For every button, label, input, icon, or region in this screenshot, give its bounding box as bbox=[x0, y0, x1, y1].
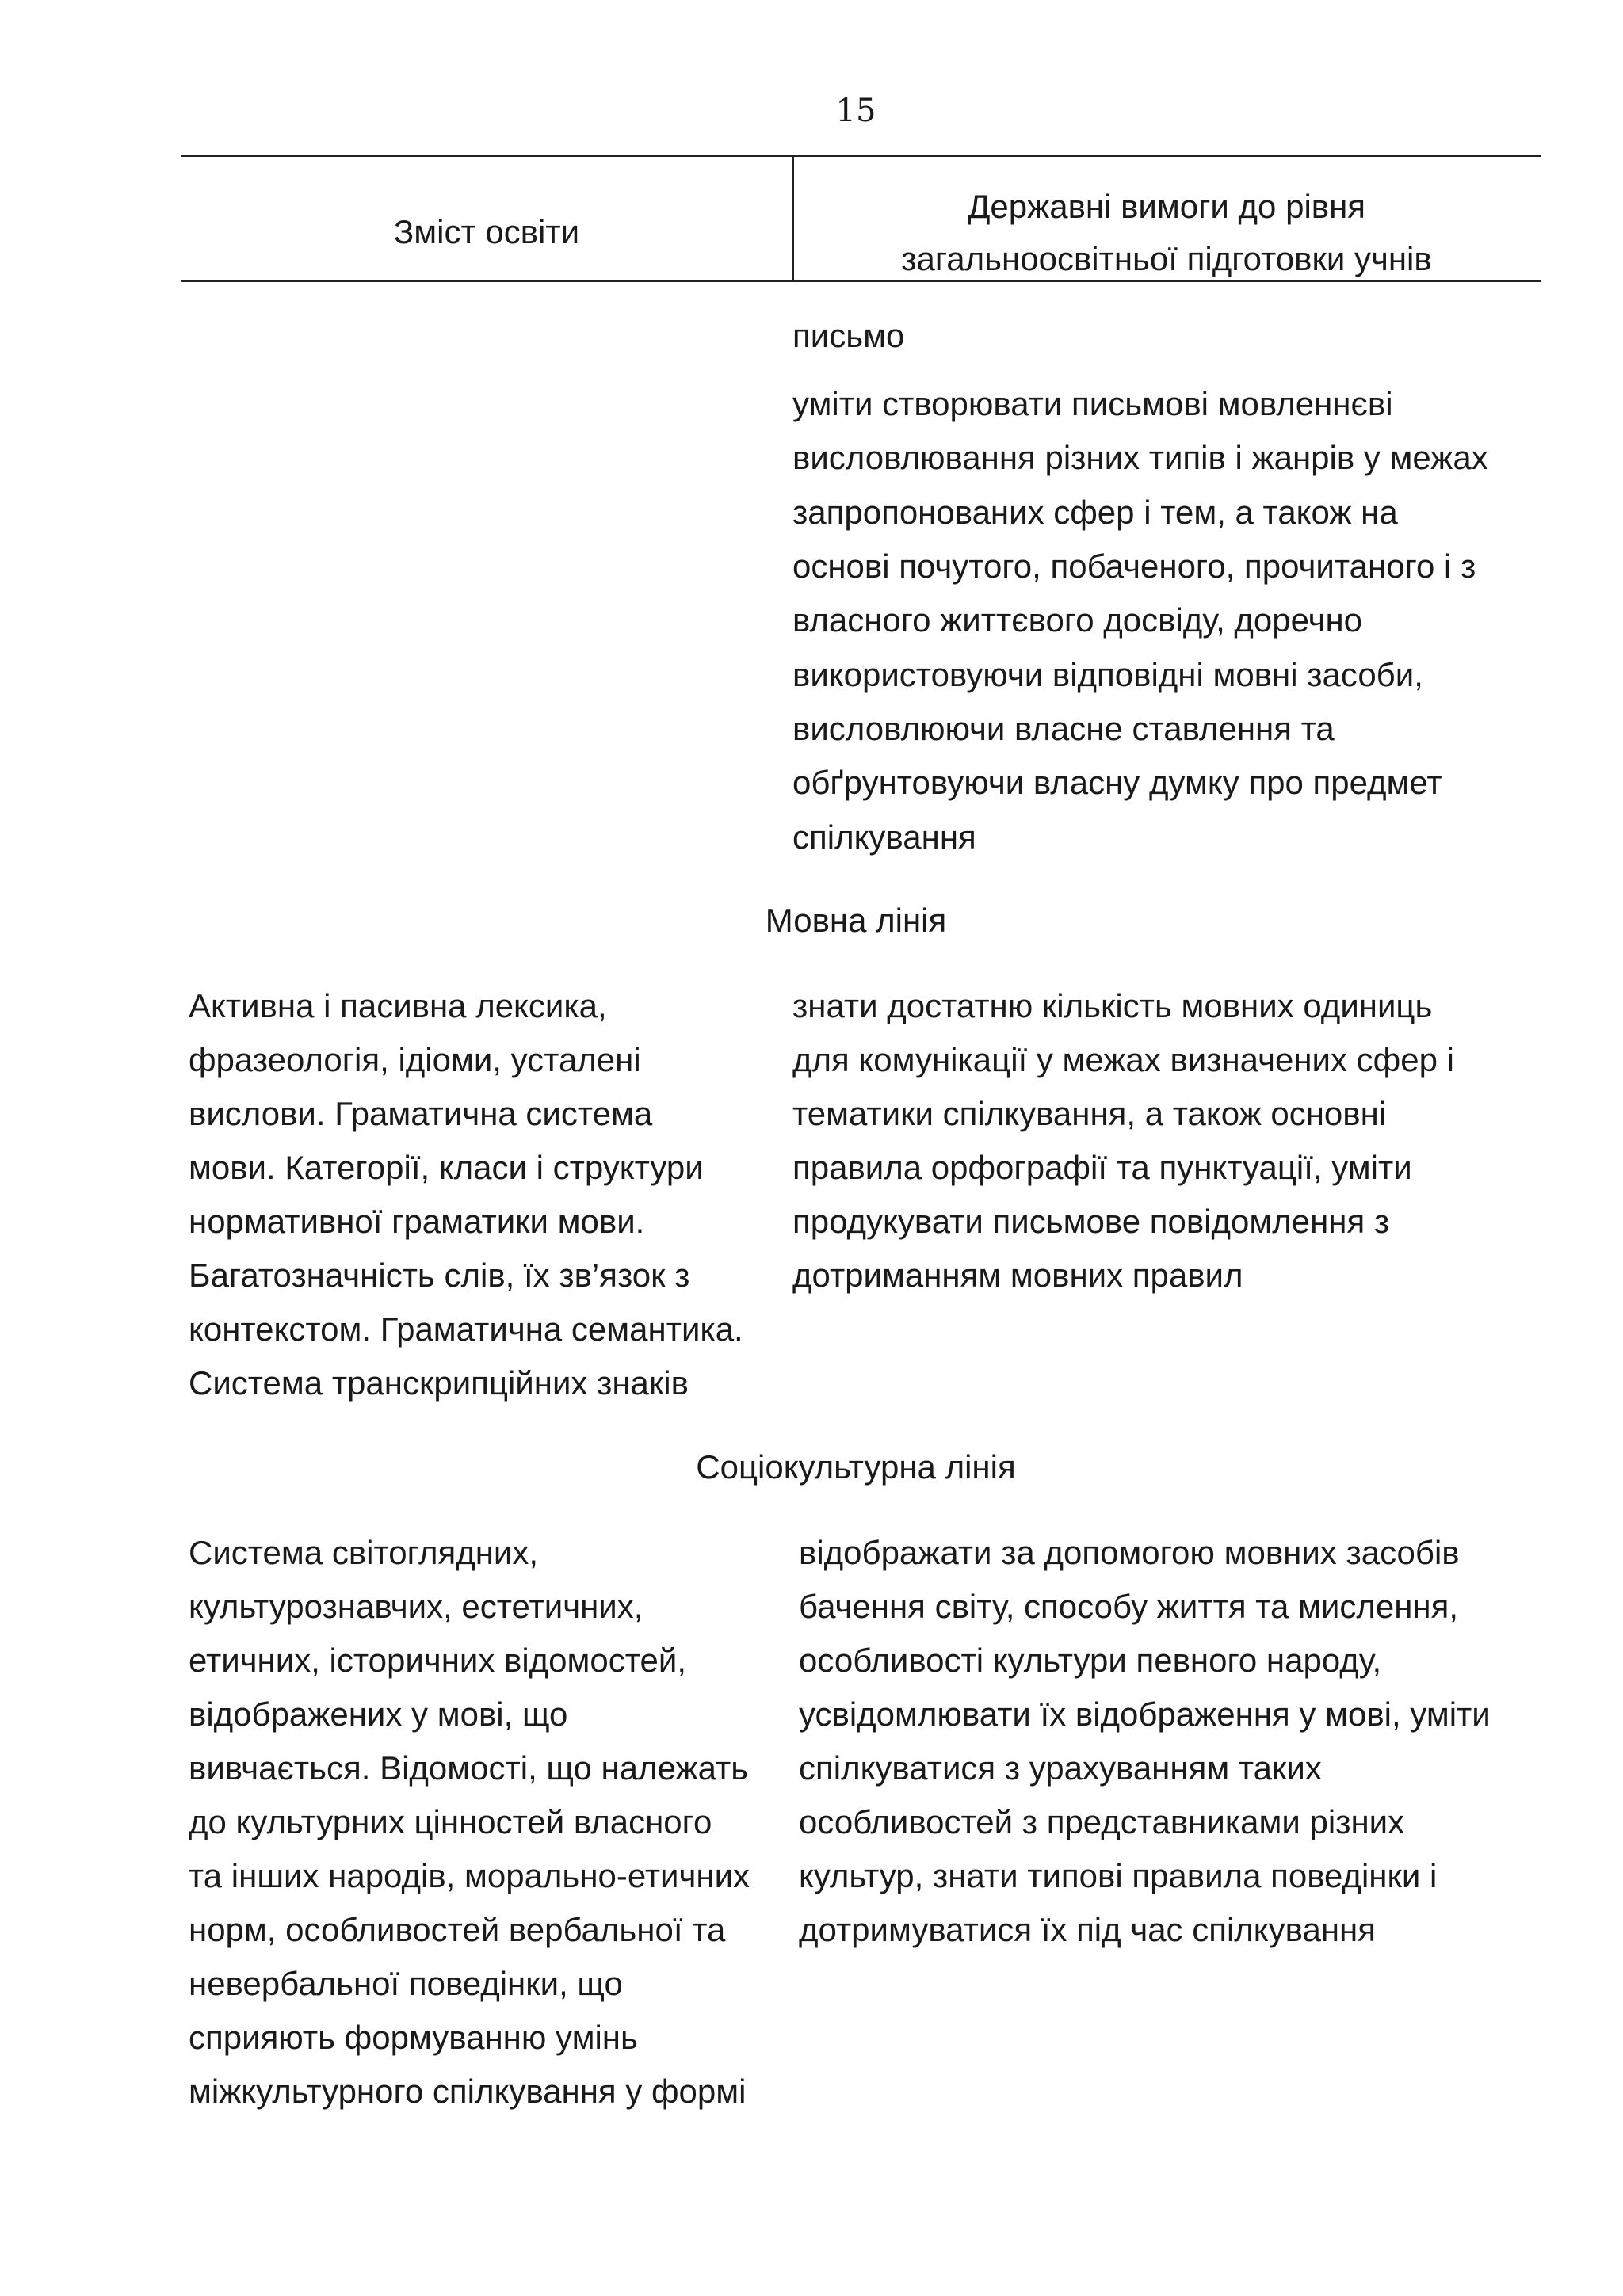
language-left-line: вислови. Граматична система bbox=[189, 1095, 653, 1132]
sociocultural-right-line: спілкуватися з урахуванням таких bbox=[799, 1749, 1322, 1787]
sociocultural-right-line: відображати за допомогою мовних засобів bbox=[799, 1534, 1460, 1571]
writing-line: основі почутого, побаченого, прочитаного і з bbox=[792, 547, 1476, 585]
language-left-line: контекстом. Граматична семантика. bbox=[189, 1310, 743, 1348]
sociocultural-right-line: особливості культури певного народу, bbox=[799, 1642, 1382, 1679]
sociocultural-right-line: дотримуватися їх під час спілкування bbox=[799, 1911, 1376, 1948]
writing-line: обґрунтовуючи власну думку про предмет bbox=[792, 764, 1442, 801]
language-left-line: Активна і пасивна лексика, bbox=[189, 987, 607, 1024]
sociocultural-left-line: до культурних цінностей власного bbox=[189, 1803, 712, 1840]
writing-line: запропонованих сфер і тем, а також на bbox=[792, 494, 1398, 531]
sociocultural-left-line: етичних, історичних відомостей, bbox=[189, 1642, 687, 1679]
writing-heading: письмо bbox=[792, 317, 905, 354]
header-content-of-education: Зміст освіти bbox=[393, 213, 580, 250]
writing-line: використовуючи відповідні мовні засоби, bbox=[792, 656, 1423, 693]
sociocultural-right-line: усвідомлювати їх відображення у мові, уміти bbox=[799, 1695, 1491, 1733]
language-right-line: знати достатню кількість мовних одиниць bbox=[792, 987, 1433, 1024]
sociocultural-right-line: бачення світу, способу життя та мислення, bbox=[799, 1588, 1459, 1625]
sociocultural-left-line: Система світоглядних, bbox=[189, 1534, 539, 1571]
sociocultural-left-line: норм, особливостей вербальної та bbox=[189, 1911, 726, 1948]
sociocultural-left-line: культурознавчих, естетичних, bbox=[189, 1588, 643, 1625]
language-left-line: Багатозначність слів, їх зв’язок з bbox=[189, 1257, 690, 1294]
sociocultural-left-line: відображених у мові, що bbox=[189, 1695, 568, 1733]
sociocultural-left-line: сприяють формуванню умінь bbox=[189, 2019, 638, 2056]
sociocultural-left-line: невербальної поведінки, що bbox=[189, 1965, 623, 2002]
page-number: 15 bbox=[835, 93, 876, 129]
writing-line: висловлюючи власне ставлення та bbox=[792, 710, 1335, 747]
sociocultural-left-line: міжкультурного спілкування у формі bbox=[189, 2073, 747, 2110]
writing-line: спілкування bbox=[792, 818, 976, 856]
language-left-line: мови. Категорії, класи і структури bbox=[189, 1149, 704, 1186]
table-top-rule bbox=[181, 155, 1541, 157]
language-right-line: для комунікації у межах визначених сфер і bbox=[792, 1041, 1454, 1078]
language-right-line: правила орфографії та пунктуації, уміти bbox=[792, 1149, 1412, 1186]
sociocultural-right-line: культур, знати типові правила поведінки і bbox=[799, 1857, 1438, 1894]
writing-line: висловлювання різних типів і жанрів у межах bbox=[792, 439, 1488, 476]
section-title-language-line: Мовна лінія bbox=[765, 902, 947, 939]
header-state-requirements-line1: Державні вимоги до рівня bbox=[967, 188, 1366, 225]
sociocultural-right-line: особливостей з представниками різних bbox=[799, 1803, 1405, 1840]
language-left-line: фразеологія, ідіоми, усталені bbox=[189, 1041, 641, 1078]
writing-line: уміти створювати письмові мовленнєві bbox=[792, 385, 1393, 422]
language-left-line: Система транскрипційних знаків bbox=[189, 1364, 689, 1402]
language-right-line: дотриманням мовних правил bbox=[792, 1257, 1243, 1294]
sociocultural-left-line: вивчається. Відомості, що належать bbox=[189, 1749, 749, 1787]
sociocultural-left-line: та інших народів, морально-етичних bbox=[189, 1857, 750, 1894]
writing-line: власного життєвого досвіду, доречно bbox=[792, 601, 1363, 639]
language-right-line: продукувати письмове повідомлення з bbox=[792, 1203, 1390, 1240]
language-left-line: нормативної граматики мови. bbox=[189, 1203, 645, 1240]
section-title-sociocultural-line: Соціокультурна лінія bbox=[696, 1448, 1016, 1486]
header-state-requirements-line2: загальноосвітньої підготовки учнів bbox=[901, 240, 1432, 277]
language-right-line: тематики спілкування, а також основні bbox=[792, 1095, 1387, 1132]
